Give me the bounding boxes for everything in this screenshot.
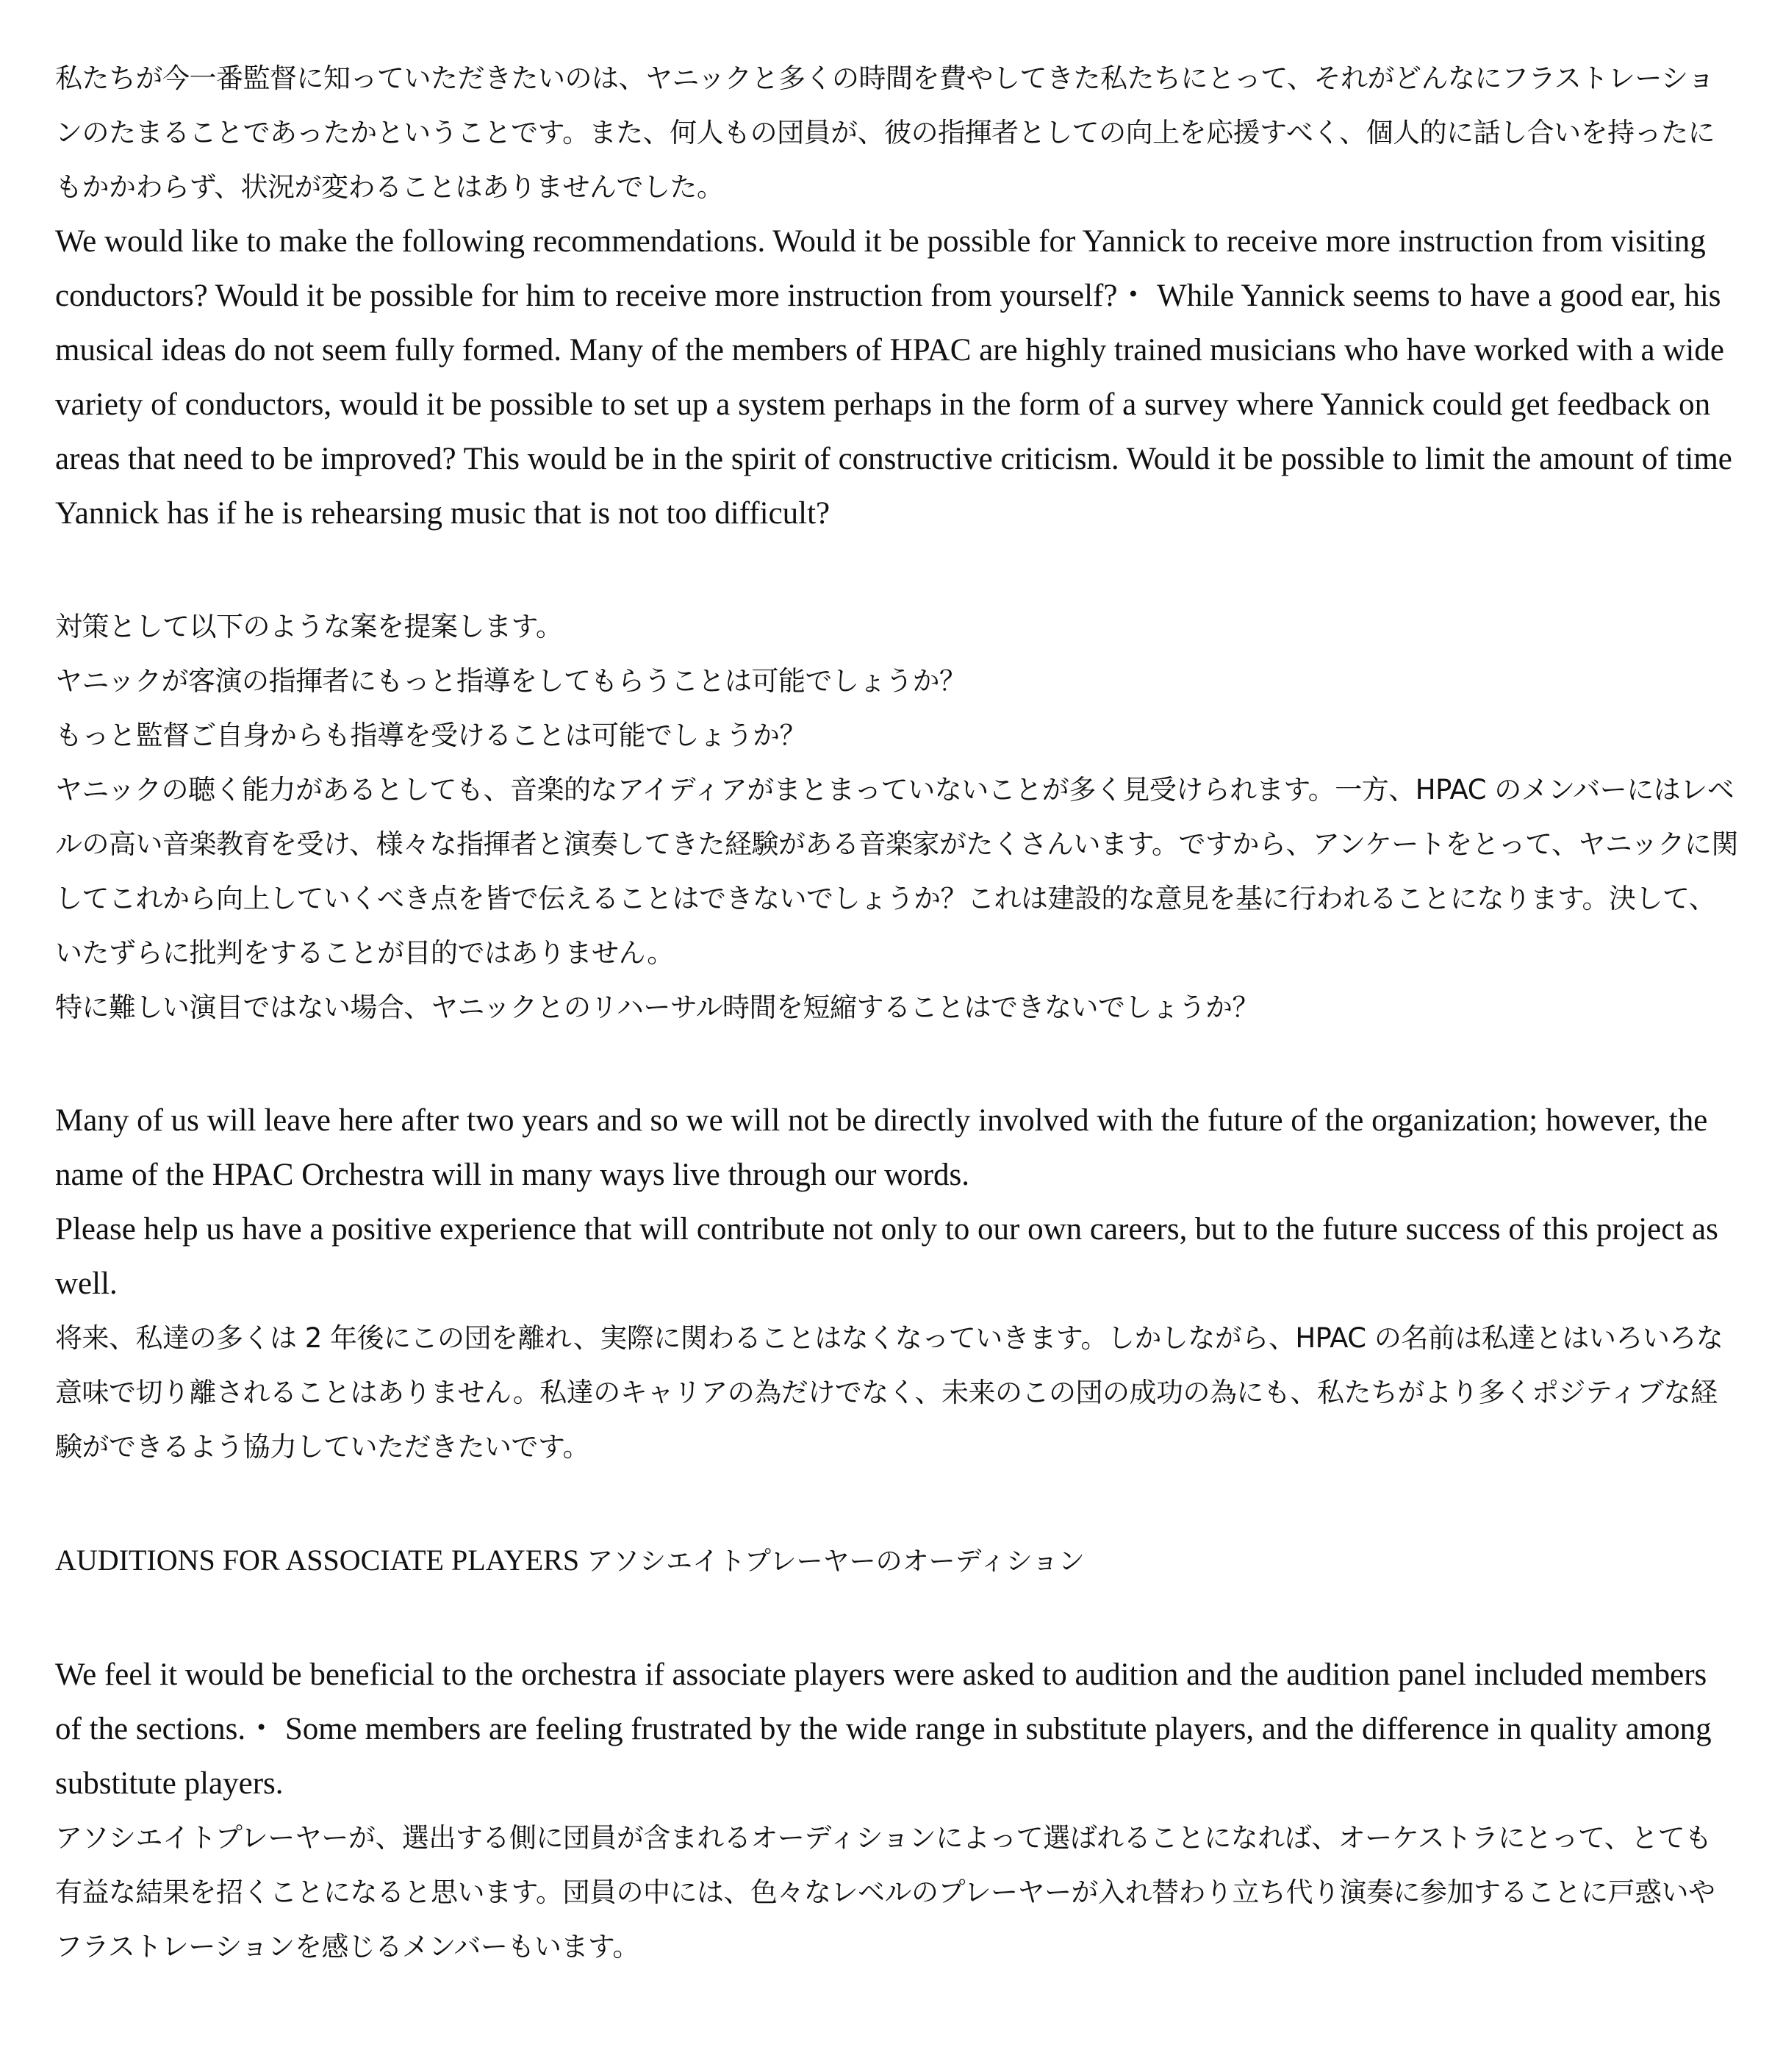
paragraph-jp-auditions: アソシエイトプレーヤーが、選出する側に団員が含まれるオーディションによって選ばれることになれば、オーケストラにとって、とても有益な結果を招くことになると思います。団員の中には、色々なレベルのプレーヤーが入れ替わり立ち代り演奏に参加することに戸惑いやフラストレーションを感じるメンバーもいます。 — [55, 1822, 1715, 1962]
spacer — [55, 1474, 1738, 1533]
paragraph-en-help: Please help us have a positive experience that will contribute not only to our own careers, but to the future success of this project as well. — [55, 1212, 1718, 1301]
paragraph-en-future: Many of us will leave here after two years and so we will not be directly involved with the future of the organization; however, the name of the HPAC Orchestra will in many ways live through our words. — [55, 1103, 1708, 1192]
paragraph-jp-proposal-director: もっと監督ご自身からも指導を受けることは可能でしょうか？ — [55, 720, 806, 751]
paragraph-en-auditions: We feel it would be beneficial to the orchestra if associate players were asked to audition and the audition panel included members of the sections.・ Some members are feeling frustrated by the wide range in substitute players, and the difference in quality among substitute players. — [55, 1657, 1712, 1801]
paragraph-jp-proposal-rehearsal: 特に難しい演目ではない場合、ヤニックとのリハーサル時間を短縮することはできないでしょうか？ — [55, 992, 1260, 1023]
spacer — [55, 1035, 1738, 1094]
section-heading-auditions — [55, 1533, 1738, 1589]
paragraph-jp-future: 将来、私達の多くは 2 年後にこの団を離れ、実際に関わることはなくなっていきます。しかしながら、HPAC の名前は私達とはいろいろな意味で切り離されることはありません。私達のキャリアの為だけでなく、未来のこの団の成功の為にも、私たちがより多くポジティブな経験ができるよう協力していただきたいです。 — [55, 1322, 1723, 1463]
spacer — [55, 541, 1738, 600]
paragraph-en-recommendations: We would like to make the following recommendations. Would it be possible for Yannick to receive more instruction from visiting conductors? Would it be possible for him to receive more instruction from yourself?・ While Yannick seems to have a good ear, his musical ideas do not seem fully formed. Many of the members of HPAC are highly trained musicians who have worked with a wide variety of conductors, would it be possible to set up a system perhaps in the form of a survey where Yannick could get feedback on areas that need to be improved? This would be in the spirit of constructive criticism. Would it be possible to limit the amount of time Yannick has if he is rehearsing music that is not too difficult? — [55, 224, 1732, 531]
paragraph-jp-proposal-guest: ヤニックが客演の指揮者にもっと指導をしてもらうことは可能でしょうか？ — [55, 665, 966, 697]
heading-jp: アソシエイトプレーヤーのオーディション — [586, 1546, 1085, 1577]
heading-en: AUDITIONS FOR ASSOCIATE PLAYERS — [55, 1544, 580, 1577]
paragraph-jp-proposal-intro: 対策として以下のような案を提案します。 — [55, 611, 563, 642]
document-page — [55, 51, 1738, 1974]
paragraph-jp-proposal-survey: ヤニックの聴く能力があるとしても、音楽的なアイディアがまとまっていないことが多く見受けられます。一方、HPAC のメンバーにはレベルの高い音楽教育を受け、様々な指揮者と演奏してきた経験がある音楽家がたくさんいます。ですから、アンケートをとって、ヤニックに関してこれから向上していくべき点を皆で伝えることはできないでしょうか？これは建設的な意見を基に行われることになります。決して、いたずらに批判をすることが目的ではありません。 — [55, 774, 1738, 969]
spacer — [55, 1589, 1738, 1648]
paragraph-jp-frustration: 私たちが今一番監督に知っていただきたいのは、ヤニックと多くの時間を費やしてきた私たちにとって、それがどんなにフラストレーションのたまることであったかということです。また、何人もの団員が、彼の指揮者としての向上を応援すべく、個人的に話し合いを持ったにもかかわらず、状況が変わることはありませんでした。 — [55, 62, 1715, 203]
